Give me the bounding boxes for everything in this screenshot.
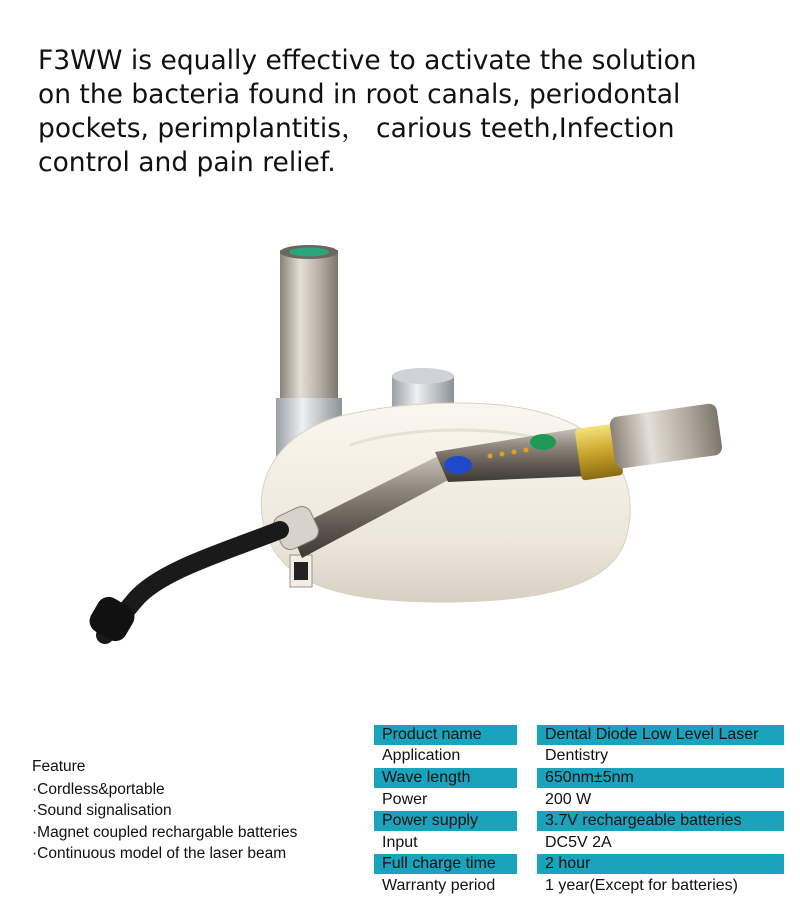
spec-label: Wave length	[374, 768, 517, 788]
spec-value: 2 hour	[537, 854, 784, 874]
spec-row	[374, 724, 784, 746]
spec-value: 200 W	[545, 790, 592, 808]
spec-value: 1 year(Except for batteries)	[545, 876, 738, 894]
spec-value: 3.7V rechargeable batteries	[537, 811, 784, 831]
spec-row	[374, 854, 784, 876]
dental-laser-device-photo	[80, 230, 740, 670]
spec-value: Dentistry	[545, 747, 609, 765]
spec-label: Application	[382, 747, 461, 765]
spec-label: Input	[382, 833, 418, 851]
spec-label: Power supply	[374, 811, 517, 831]
spec-value: DC5V 2A	[545, 833, 612, 851]
intro-line: pockets, perimplantitis， carious teeth,Infection	[38, 113, 675, 144]
spec-label: Product name	[374, 725, 517, 745]
intro-text	[38, 44, 738, 180]
intro-line: F3WW is equally effective to activate the solution	[38, 45, 697, 76]
spec-row	[374, 789, 784, 811]
spec-row	[374, 810, 784, 832]
intro-line: on the bacteria found in root canals, periodontal	[38, 79, 681, 110]
spec-value: Dental Diode Low Level Laser	[537, 725, 784, 745]
spec-label: Power	[382, 790, 428, 808]
spec-row	[374, 746, 784, 768]
feature-title: Feature	[32, 758, 86, 775]
intro-line: control and pain relief.	[38, 147, 336, 178]
spec-table	[374, 724, 784, 897]
feature-item: ·Cordless&portable	[32, 780, 165, 798]
feature-item: ·Sound signalisation	[32, 802, 172, 819]
spec-value: 650nm±5nm	[537, 768, 784, 788]
spec-label: Warranty period	[382, 876, 496, 894]
feature-list	[32, 756, 297, 865]
spec-row	[374, 832, 784, 854]
spec-row	[374, 875, 784, 897]
spec-row	[374, 767, 784, 789]
feature-item: ·Continuous model of the laser beam	[32, 845, 287, 862]
feature-item: ·Magnet coupled rechargable batteries	[32, 823, 298, 841]
spec-label: Full charge time	[374, 854, 517, 874]
